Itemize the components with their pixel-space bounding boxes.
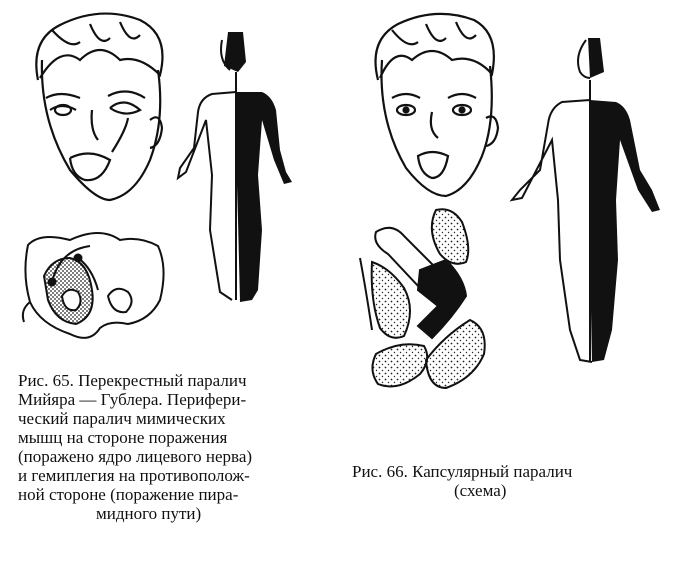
- fig66-capsule-scheme: [360, 209, 485, 388]
- fig66-face-drawing: [376, 14, 499, 196]
- caption-line: Рис. 66. Капсулярный паралич: [352, 462, 573, 481]
- caption-line: (поражено ядро лицевого нерва): [18, 447, 253, 466]
- caption-line: мидного пути): [96, 504, 202, 523]
- caption-line: Мийяра — Гублера. Перифери-: [18, 390, 247, 409]
- caption-line: (схема): [454, 481, 507, 500]
- caption-line: мышц на стороне поражения: [18, 428, 228, 447]
- figure-66-caption: [352, 462, 662, 500]
- caption-line: Рис. 65. Перекрестный паралич: [18, 371, 247, 390]
- fig65-brainstem-section: [23, 233, 164, 338]
- figure-65-caption: [18, 371, 298, 523]
- caption-line: и гемиплегия на противополож-: [18, 466, 250, 485]
- fig66-body-drawing: [512, 38, 660, 362]
- caption-line: ческий паралич мимических: [18, 409, 226, 428]
- fig65-face-drawing: [36, 14, 162, 200]
- fig65-body-drawing: [178, 32, 292, 302]
- caption-line: ной стороне (поражение пира-: [18, 485, 239, 504]
